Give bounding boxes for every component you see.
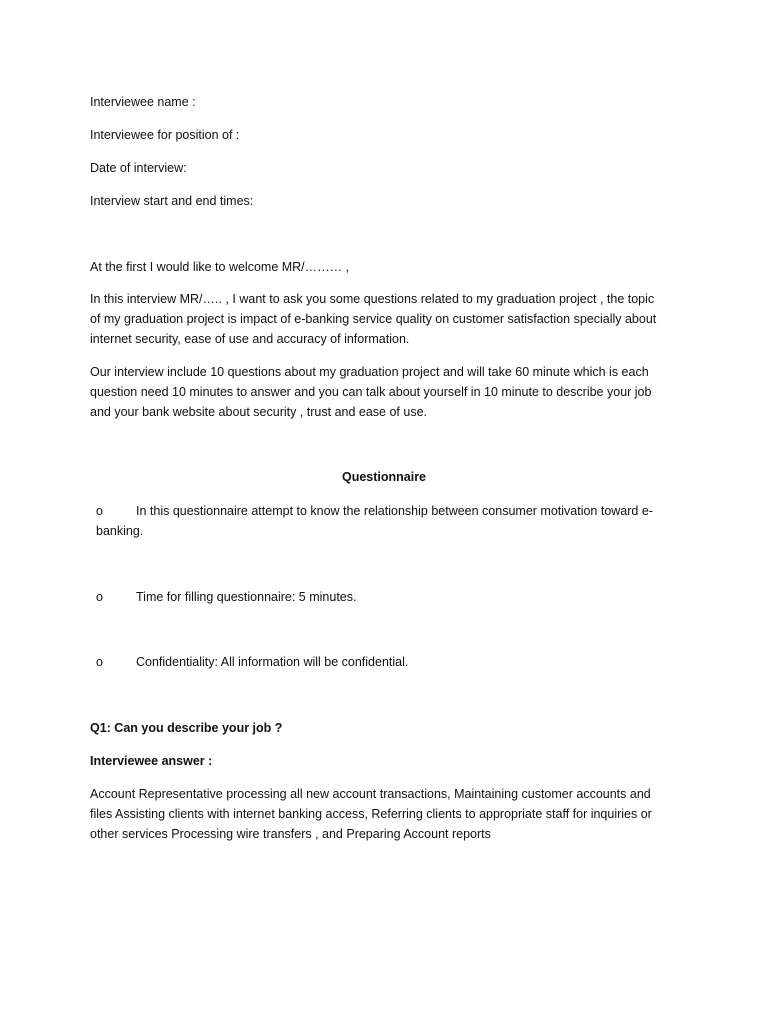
bullet-icon: o bbox=[96, 590, 103, 604]
questionnaire-item-purpose-continued: banking. bbox=[96, 524, 144, 538]
intro-paragraph-1 bbox=[90, 289, 690, 349]
intro-paragraph-2 bbox=[90, 362, 690, 422]
paragraph-line: question need 10 minutes to answer and you can talk about yourself in 10 minute to describe your job bbox=[90, 385, 652, 399]
answer-line: files Assisting clients with internet banking access, Referring clients to appropriate staff for inquiries or bbox=[90, 807, 652, 821]
paragraph-line: and your bank website about security , trust and ease of use. bbox=[90, 405, 428, 419]
questionnaire-title: Questionnaire bbox=[341, 470, 427, 484]
interviewee-name-field: Interviewee name : bbox=[90, 95, 196, 109]
welcome-line: At the first I would like to welcome MR/……… , bbox=[90, 260, 350, 274]
questionnaire-item-time: Time for filling questionnaire: 5 minutes. bbox=[136, 590, 357, 604]
paragraph-line: of my graduation project is impact of e-banking service quality on customer satisfaction specially about bbox=[90, 312, 657, 326]
answer-line: Account Representative processing all new account transactions, Maintaining customer accounts and bbox=[90, 787, 651, 801]
interviewee-position-field: Interviewee for position of : bbox=[90, 128, 240, 142]
answer-label: Interviewee answer : bbox=[90, 754, 213, 768]
answer-line: other services Processing wire transfers , and Preparing Account reports bbox=[90, 827, 491, 841]
questionnaire-item-purpose: In this questionnaire attempt to know the relationship between consumer motivation toward e- bbox=[136, 504, 653, 518]
paragraph-line: Our interview include 10 questions about my graduation project and will take 60 minute which is each bbox=[90, 365, 649, 379]
bullet-icon: o bbox=[96, 655, 103, 669]
interview-times-field: Interview start and end times: bbox=[90, 194, 254, 208]
question-1: Q1: Can you describe your job ? bbox=[90, 721, 283, 735]
questionnaire-item-confidentiality: Confidentiality: All information will be confidential. bbox=[136, 655, 409, 669]
bullet-icon: o bbox=[96, 504, 103, 518]
answer-paragraph bbox=[90, 784, 690, 844]
paragraph-line: In this interview MR/….. , I want to ask you some questions related to my graduation project , the topic bbox=[90, 292, 655, 306]
interview-date-field: Date of interview: bbox=[90, 161, 187, 175]
paragraph-line: internet security, ease of use and accuracy of information. bbox=[90, 332, 410, 346]
